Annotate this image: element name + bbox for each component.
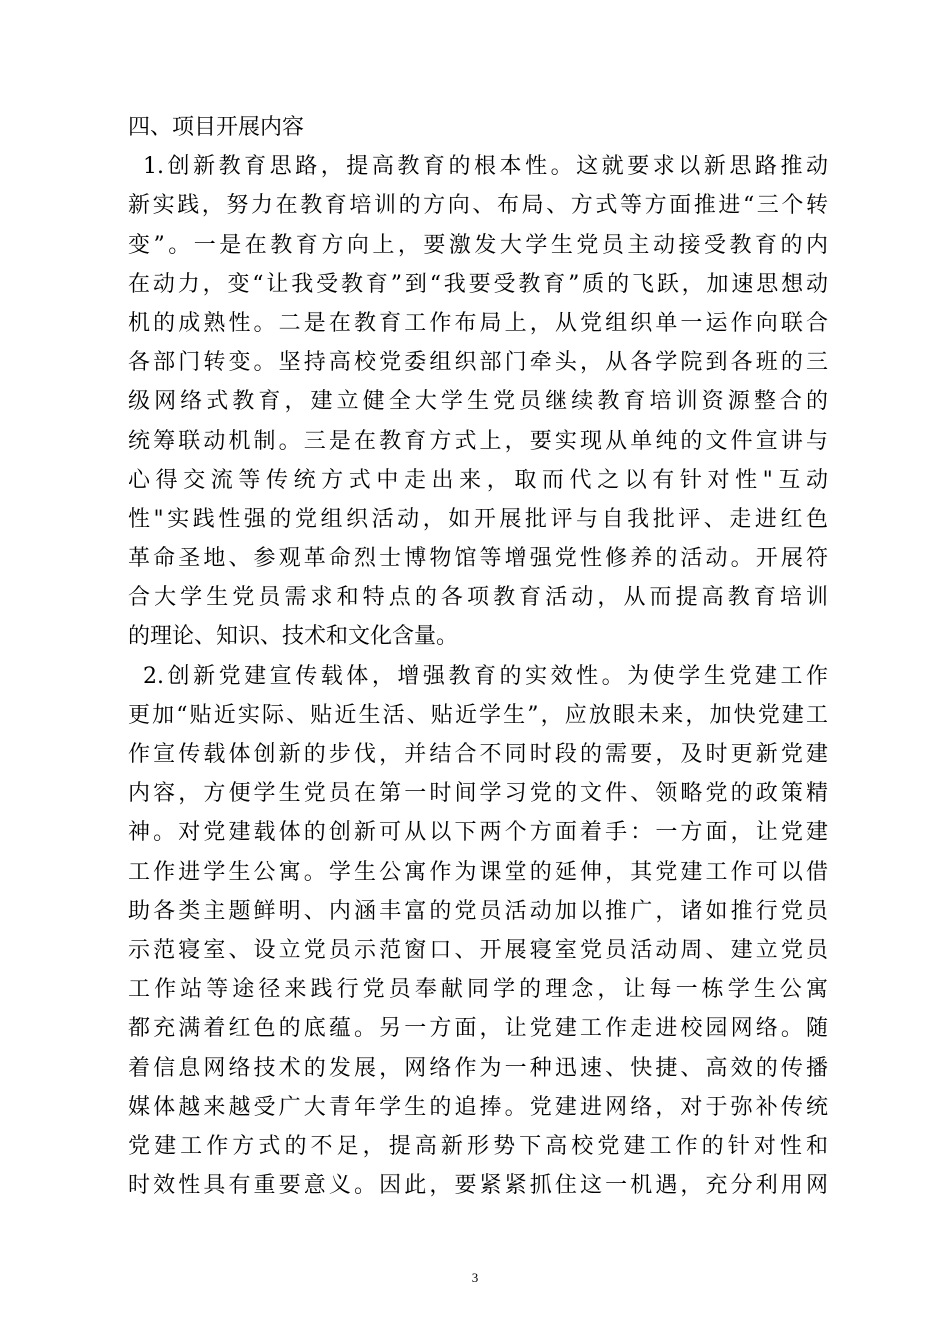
text-line: 在动力，变“让我受教育”到“我要受教育”质的飞跃，加速思想动: [128, 271, 828, 297]
text-line: 2.创新党建宣传载体，增强教育的实效性。为使学生党建工作: [143, 663, 828, 689]
text-line: 工作进学生公寓。学生公寓作为课堂的延伸，其党建工作可以借: [128, 859, 828, 885]
paragraph-2: [128, 657, 828, 1206]
text-line: 神。对党建载体的创新可从以下两个方面着手：一方面，让党建: [128, 820, 828, 846]
text-line: 工作站等途径来践行党员奉献同学的理念，让每一栋学生公寓: [128, 977, 828, 1003]
text-line: 变”。一是在教育方向上，要激发大学生党员主动接受教育的内: [128, 232, 828, 258]
section-heading: 四、项目开展内容: [128, 115, 305, 140]
page-number: 3: [471, 1270, 479, 1285]
text-line: 更加“贴近实际、贴近生活、贴近学生”，应放眼未来，加快党建工: [128, 702, 828, 728]
text-line: 作宣传载体创新的步伐，并结合不同时段的需要，及时更新党建: [128, 742, 828, 767]
text-line: 级网络式教育，建立健全大学生党员继续教育培训资源整合的: [128, 389, 828, 415]
document-body: [128, 108, 828, 1205]
text-line: 心得交流等传统方式中走出来，取而代之以有针对性"互动: [128, 467, 828, 493]
text-line: 示范寝室、设立党员示范窗口、开展寝室党员活动周、建立党员: [128, 937, 828, 963]
paragraph-1: [128, 147, 828, 656]
text-line: 的理论、知识、技术和文化含量。: [128, 624, 459, 650]
text-line: 1.创新教育思路，提高教育的根本性。这就要求以新思路推动: [143, 154, 828, 180]
text-line: 时效性具有重要意义。因此，要紧紧抓住这一机遇，充分利用网: [128, 1173, 828, 1199]
text-line: 各部门转变。坚持高校党委组织部门牵头，从各学院到各班的三: [128, 350, 828, 376]
text-line: 内容，方便学生党员在第一时间学习党的文件、领略党的政策精: [128, 781, 828, 807]
text-line: 性"实践性强的党组织活动，如开展批评与自我批评、走进红色: [128, 506, 828, 532]
text-line: 机的成熟性。二是在教育工作布局上，从党组织单一运作向联合: [128, 310, 828, 336]
text-line: 助各类主题鲜明、内涵丰富的党员活动加以推广，诸如推行党员: [128, 898, 828, 924]
text-line: 合大学生党员需求和特点的各项教育活动，从而提高教育培训: [128, 585, 828, 611]
text-line: 统筹联动机制。三是在教育方式上，要实现从单纯的文件宣讲与: [128, 428, 828, 454]
text-line: 都充满着红色的底蕴。另一方面，让党建工作走进校园网络。随: [128, 1016, 828, 1042]
text-line: 着信息网络技术的发展，网络作为一种迅速、快捷、高效的传播: [128, 1055, 828, 1081]
text-line: 媒体越来越受广大青年学生的追捧。党建进网络，对于弥补传统: [128, 1094, 828, 1120]
text-line: 革命圣地、参观革命烈士博物馆等增强党性修养的活动。开展符: [128, 546, 828, 572]
text-line: 新实践，努力在教育培训的方向、布局、方式等方面推进“三个转: [128, 193, 828, 219]
text-line: 党建工作方式的不足，提高新形势下高校党建工作的针对性和: [128, 1133, 828, 1159]
